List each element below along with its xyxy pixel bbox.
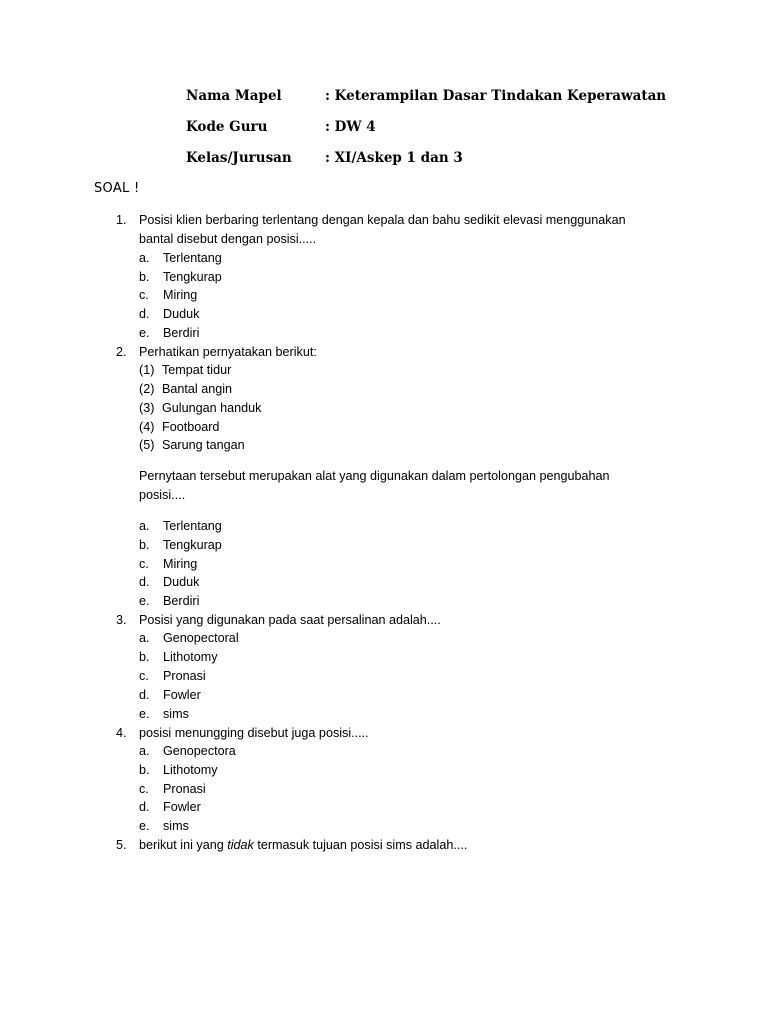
option-text: Pronasi	[163, 669, 206, 683]
option-text: Berdiri	[163, 326, 200, 340]
statement-label: (4)	[139, 420, 155, 434]
option-text: Miring	[163, 557, 198, 571]
option-text: Tengkurap	[163, 538, 222, 552]
option-label: d.	[139, 575, 150, 589]
option-text: Duduk	[163, 575, 200, 589]
question-text: posisi menungging disebut juga posisi.....	[139, 726, 369, 740]
option-label: c.	[139, 557, 149, 571]
option-text: Miring	[163, 288, 198, 302]
question-stem: posisi....	[139, 488, 186, 502]
option-text: Pronasi	[163, 782, 206, 796]
question-text: Perhatikan pernyatakan berikut:	[139, 345, 317, 359]
question-number: 5.	[116, 838, 127, 852]
question-number: 2.	[116, 345, 127, 359]
statement-label: (5)	[139, 438, 155, 452]
statement-label: (2)	[139, 382, 155, 396]
option-text: Fowler	[163, 688, 201, 702]
question-text: Posisi klien berbaring terlentang dengan kepala dan bahu sedikit elevasi menggunakan	[139, 213, 626, 227]
option-text: Terlentang	[163, 251, 222, 265]
option-label: c.	[139, 669, 149, 683]
statement-text: Gulungan handuk	[162, 401, 262, 415]
statement-label: (3)	[139, 401, 155, 415]
option-label: e.	[139, 819, 150, 833]
question-text: Posisi yang digunakan pada saat persalinan adalah....	[139, 613, 441, 627]
option-label: b.	[139, 763, 150, 777]
option-text: Genopectoral	[163, 631, 239, 645]
question-text: bantal disebut dengan posisi.....	[139, 232, 317, 246]
option-text: Fowler	[163, 800, 201, 814]
option-label: d.	[139, 307, 150, 321]
option-label: a.	[139, 631, 150, 645]
statement-text: Bantal angin	[162, 382, 233, 396]
statement-label: (1)	[139, 363, 155, 377]
option-label: b.	[139, 270, 150, 284]
statement-text: Sarung tangan	[162, 438, 245, 452]
option-label: c.	[139, 782, 149, 796]
option-label: c.	[139, 288, 149, 302]
subject-label: Nama Mapel	[186, 88, 282, 104]
question-text-end: termasuk tujuan posisi sims adalah....	[253, 838, 468, 852]
option-label: a.	[139, 519, 150, 533]
option-text: Terlentang	[163, 519, 222, 533]
option-text: Tengkurap	[163, 270, 222, 284]
question-text-emphasis: tidak	[227, 838, 254, 852]
option-text: Lithotomy	[163, 650, 218, 664]
teacher-code-value: : DW 4	[325, 119, 376, 135]
class-label: Kelas/Jurusan	[186, 150, 292, 166]
option-text: sims	[163, 707, 189, 721]
question-number: 3.	[116, 613, 127, 627]
soal-heading: SOAL !	[94, 181, 140, 196]
subject-value: : Keterampilan Dasar Tindakan Keperawatan	[325, 88, 667, 104]
question-text	[139, 838, 467, 852]
statement-text: Footboard	[162, 420, 220, 434]
question-number: 4.	[116, 726, 127, 740]
option-text: Berdiri	[163, 594, 200, 608]
option-label: a.	[139, 744, 150, 758]
option-label: d.	[139, 800, 150, 814]
option-label: a.	[139, 251, 150, 265]
question-number: 1.	[116, 213, 127, 227]
question-text-start: berikut ini yang	[139, 838, 228, 852]
class-value: : XI/Askep 1 dan 3	[325, 150, 463, 166]
option-label: b.	[139, 650, 150, 664]
option-label: e.	[139, 326, 150, 340]
teacher-code-label: Kode Guru	[186, 119, 268, 135]
option-text: Genopectora	[163, 744, 236, 758]
question-stem: Pernytaan tersebut merupakan alat yang digunakan dalam pertolongan pengubahan	[139, 469, 610, 483]
option-label: d.	[139, 688, 150, 702]
option-label: e.	[139, 594, 150, 608]
option-text: Duduk	[163, 307, 200, 321]
option-text: sims	[163, 819, 189, 833]
statement-text: Tempat tidur	[162, 363, 232, 377]
option-text: Lithotomy	[163, 763, 218, 777]
option-label: b.	[139, 538, 150, 552]
option-label: e.	[139, 707, 150, 721]
